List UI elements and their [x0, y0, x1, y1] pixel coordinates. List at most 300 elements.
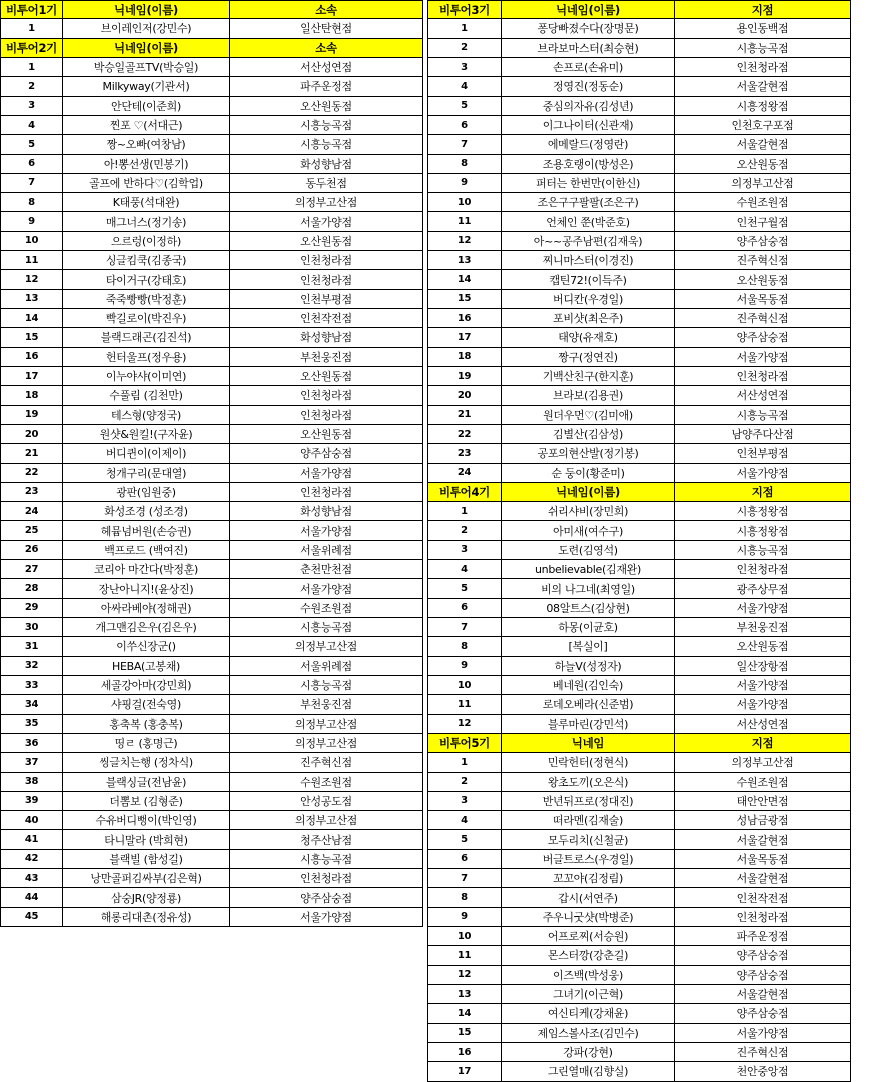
table-row: [427, 637, 851, 656]
nickname-cell: 버글트로스(우경일): [502, 850, 675, 869]
table-row: [427, 251, 851, 270]
branch-cell: 화성향남점: [230, 502, 423, 521]
branch-cell: 의정부고산점: [675, 174, 851, 193]
nickname-cell: 짱~오빠(여창남): [63, 135, 230, 154]
row-number: 23: [0, 483, 63, 502]
nickname-cell: 블랙드래곤(김진석): [63, 328, 230, 347]
branch-cell: 서울갈현점: [675, 77, 851, 96]
row-number: 9: [427, 908, 502, 927]
nickname-cell: 도련(김영석): [502, 541, 675, 560]
nickname-cell: 빡길로이(박진우): [63, 309, 230, 328]
table-row: [427, 116, 851, 135]
table-row: [0, 97, 423, 116]
row-number: 22: [0, 464, 63, 483]
row-number: 5: [0, 135, 63, 154]
nickname-cell: 베네원(김인숙): [502, 676, 675, 695]
branch-cell: 인천부평점: [675, 444, 851, 463]
row-number: 2: [427, 521, 502, 540]
table-row: [0, 637, 423, 656]
row-number: 2: [427, 773, 502, 792]
nickname-cell: 죽죽빵빵(박정훈): [63, 290, 230, 309]
row-number: 38: [0, 773, 63, 792]
nickname-cell: 하늘V(성정자): [502, 657, 675, 676]
branch-cell: 인천청라점: [675, 58, 851, 77]
branch-cell: 서울갈현점: [675, 135, 851, 154]
row-number: 36: [0, 734, 63, 753]
section-header-row: [0, 39, 423, 58]
row-number: 9: [427, 174, 502, 193]
table-row: [427, 695, 851, 714]
nickname-cell: 강파(강현): [502, 1043, 675, 1062]
table-row: [0, 386, 423, 405]
table-row: [0, 695, 423, 714]
table-row: [427, 464, 851, 483]
branch-cell: 수원조원점: [675, 773, 851, 792]
branch-cell: 의정부고산점: [230, 811, 423, 830]
nickname-cell: 블루마린(강민석): [502, 715, 675, 734]
table-row: [427, 290, 851, 309]
branch-cell: 오산원동점: [230, 367, 423, 386]
row-number: 3: [427, 792, 502, 811]
table-row: [0, 541, 423, 560]
row-number: 5: [427, 830, 502, 849]
row-number: 31: [0, 637, 63, 656]
nickname-cell: 아~~공주남편(김재욱): [502, 232, 675, 251]
table-row: [427, 309, 851, 328]
nickname-cell: 매그너스(정기송): [63, 212, 230, 231]
row-number: 39: [0, 792, 63, 811]
branch-cell: 동두천점: [230, 174, 423, 193]
table-row: [0, 348, 423, 367]
table-row: [427, 830, 851, 849]
row-number: 11: [427, 695, 502, 714]
branch-cell: 서울목동점: [675, 850, 851, 869]
branch-cell: 시흥정왕점: [675, 502, 851, 521]
branch-cell: 서울가양점: [675, 695, 851, 714]
branch-cell: 서울가양점: [675, 676, 851, 695]
nickname-cell: 원샷&원킬!(구자윤): [63, 425, 230, 444]
row-number: 28: [0, 579, 63, 598]
nickname-cell: 더뽐보 (김형준): [63, 792, 230, 811]
nickname-cell: 샤핑걸(전숙영): [63, 695, 230, 714]
table-row: [0, 328, 423, 347]
branch-cell: 부천웅진점: [675, 618, 851, 637]
row-number: 5: [427, 97, 502, 116]
table-row: [0, 19, 423, 38]
table-row: [427, 657, 851, 676]
row-number: 4: [427, 811, 502, 830]
branch-cell: 서울목동점: [675, 290, 851, 309]
nickname-cell: 헌터울프(정우용): [63, 348, 230, 367]
nickname-cell: 갑시(서연주): [502, 888, 675, 907]
row-number: 22: [427, 425, 502, 444]
table-row: [0, 773, 423, 792]
branch-cell: 인천청라점: [230, 406, 423, 425]
nickname-cell: 타니말라 (박희현): [63, 830, 230, 849]
table-row: [427, 232, 851, 251]
nickname-cell: 이누야샤(이미연): [63, 367, 230, 386]
row-number: 17: [427, 328, 502, 347]
row-number: 19: [427, 367, 502, 386]
branch-cell: 파주운정점: [230, 77, 423, 96]
branch-cell: 청주산남점: [230, 830, 423, 849]
branch-cell: 소속: [230, 0, 423, 19]
branch-cell: 일산장항점: [675, 657, 851, 676]
nickname-cell: 삼숭JR(양정룡): [63, 888, 230, 907]
branch-cell: 의정부고산점: [230, 734, 423, 753]
branch-cell: 부천웅진점: [230, 348, 423, 367]
nickname-cell: unbelievable(김재완): [502, 560, 675, 579]
nickname-cell: 중심의자유(김성년): [502, 97, 675, 116]
nickname-cell: 에메랄드(정영란): [502, 135, 675, 154]
row-number: 13: [427, 985, 502, 1004]
branch-cell: 인천작전점: [230, 309, 423, 328]
nickname-cell: 청개구리(문대열): [63, 464, 230, 483]
branch-cell: 시흥능곡점: [675, 541, 851, 560]
table-row: [427, 386, 851, 405]
table-row: [0, 830, 423, 849]
table-row: [427, 850, 851, 869]
table-row: [427, 1004, 851, 1023]
nickname-cell: 하몽(이균호): [502, 618, 675, 637]
nickname-cell: 백프로드 (백여진): [63, 541, 230, 560]
table-row: [427, 174, 851, 193]
row-number: 12: [427, 966, 502, 985]
nickname-cell: K태풍(석대완): [63, 193, 230, 212]
nickname-cell: 브라보마스터(최승현): [502, 39, 675, 58]
table-row: [0, 464, 423, 483]
table-row: [427, 792, 851, 811]
nickname-cell: 몬스터깡(강춘길): [502, 946, 675, 965]
row-number: 1: [427, 502, 502, 521]
row-number: 5: [427, 579, 502, 598]
nickname-cell: 닉네임: [502, 734, 675, 753]
section-label: 비투어5기: [427, 734, 502, 753]
branch-cell: 지점: [675, 483, 851, 502]
table-row: [427, 97, 851, 116]
branch-cell: 서울가양점: [230, 212, 423, 231]
nickname-cell: 태양(유재호): [502, 328, 675, 347]
branch-cell: 서산성연점: [675, 715, 851, 734]
row-number: 21: [0, 444, 63, 463]
nickname-cell: 박승일골프TV(박승일): [63, 58, 230, 77]
nickname-cell: 공포의현산발(정기봉): [502, 444, 675, 463]
nickname-cell: 제임스볼사조(김민수): [502, 1024, 675, 1043]
table-row: [0, 560, 423, 579]
nickname-cell: 퐁당빠졌수다(장명문): [502, 19, 675, 38]
branch-cell: 오산원동점: [675, 155, 851, 174]
table-row: [427, 579, 851, 598]
table-row: [427, 1043, 851, 1062]
branch-cell: 서산성연점: [230, 58, 423, 77]
branch-cell: 서울가양점: [675, 464, 851, 483]
branch-cell: 서울가양점: [230, 579, 423, 598]
nickname-cell: 브이레인저(강민수): [63, 19, 230, 38]
table-row: [427, 193, 851, 212]
branch-cell: 시흥능곡점: [230, 618, 423, 637]
branch-cell: 인천부평점: [230, 290, 423, 309]
branch-cell: 시흥정왕점: [675, 521, 851, 540]
row-number: 3: [0, 97, 63, 116]
table-row: [0, 811, 423, 830]
table-row: [0, 618, 423, 637]
branch-cell: 서울갈현점: [675, 830, 851, 849]
row-number: 9: [427, 657, 502, 676]
row-number: 19: [0, 406, 63, 425]
row-number: 33: [0, 676, 63, 695]
nickname-cell: 이쑤신장군(): [63, 637, 230, 656]
row-number: 20: [427, 386, 502, 405]
branch-cell: 춘천만천점: [230, 560, 423, 579]
nickname-cell: 장난아니지!(윤상진): [63, 579, 230, 598]
table-row: [0, 521, 423, 540]
table-row: [0, 483, 423, 502]
branch-cell: 안성공도점: [230, 792, 423, 811]
branch-cell: 시흥능곡점: [675, 406, 851, 425]
nickname-cell: 찐포 ♡(서대근): [63, 116, 230, 135]
row-number: 7: [427, 869, 502, 888]
nickname-cell: 반년뒤프로(정대진): [502, 792, 675, 811]
table-row: [0, 367, 423, 386]
row-number: 13: [427, 251, 502, 270]
row-number: 3: [427, 541, 502, 560]
row-number: 6: [427, 599, 502, 618]
nickname-cell: 으르렁(이정하): [63, 232, 230, 251]
nickname-cell: 조은구구팔팔(조은구): [502, 193, 675, 212]
branch-cell: 파주운정점: [675, 927, 851, 946]
branch-cell: 화성향남점: [230, 155, 423, 174]
branch-cell: 서울위례점: [230, 657, 423, 676]
branch-cell: 서울가양점: [675, 599, 851, 618]
table-row: [0, 58, 423, 77]
row-number: 15: [0, 328, 63, 347]
nickname-cell: 꼬꼬야(김정림): [502, 869, 675, 888]
row-number: 12: [0, 270, 63, 289]
branch-cell: 양주삼숭점: [675, 232, 851, 251]
branch-cell: 남양주다산점: [675, 425, 851, 444]
branch-cell: 시흥능곡점: [230, 135, 423, 154]
branch-cell: 진주혁신점: [675, 309, 851, 328]
nickname-cell: 조용호랭이(방성은): [502, 155, 675, 174]
table-row: [0, 77, 423, 96]
table-row: [427, 155, 851, 174]
section-label: 비투어4기: [427, 483, 502, 502]
nickname-cell: 브라보(김용권): [502, 386, 675, 405]
branch-cell: 양주삼숭점: [675, 946, 851, 965]
row-number: 7: [427, 618, 502, 637]
table-row: [427, 348, 851, 367]
row-number: 7: [427, 135, 502, 154]
branch-cell: 서울갈현점: [675, 985, 851, 1004]
row-number: 3: [427, 58, 502, 77]
table-row: [427, 39, 851, 58]
table-row: [427, 966, 851, 985]
branch-cell: 지점: [675, 734, 851, 753]
branch-cell: 서울위례점: [230, 541, 423, 560]
table-row: [0, 850, 423, 869]
branch-cell: 오산원동점: [230, 425, 423, 444]
row-number: 10: [0, 232, 63, 251]
branch-cell: 인천청라점: [230, 386, 423, 405]
table-row: [427, 599, 851, 618]
table-row: [427, 618, 851, 637]
row-number: 20: [0, 425, 63, 444]
nickname-cell: 모두리치(신철균): [502, 830, 675, 849]
branch-cell: 서울가양점: [675, 348, 851, 367]
row-number: 24: [427, 464, 502, 483]
branch-cell: 서산성연점: [675, 386, 851, 405]
row-number: 18: [0, 386, 63, 405]
table-row: [427, 212, 851, 231]
table-row: [0, 734, 423, 753]
nickname-cell: 버디칸(우경일): [502, 290, 675, 309]
branch-cell: 인천구월점: [675, 212, 851, 231]
row-number: 9: [0, 212, 63, 231]
nickname-cell: 민락헌터(정현식): [502, 753, 675, 772]
table-row: [427, 270, 851, 289]
section-header-row: [427, 483, 851, 502]
row-number: 43: [0, 869, 63, 888]
branch-cell: 인천청라점: [675, 908, 851, 927]
nickname-cell: 블랙싱글(전남윤): [63, 773, 230, 792]
nickname-cell: 그녀기(이근혁): [502, 985, 675, 1004]
table-row: [0, 270, 423, 289]
table-row: [0, 444, 423, 463]
branch-cell: 오산원동점: [675, 270, 851, 289]
branch-cell: 서울가양점: [230, 521, 423, 540]
nickname-cell: 떠라멘(김재술): [502, 811, 675, 830]
table-row: [427, 560, 851, 579]
nickname-cell: 이즈백(박성웅): [502, 966, 675, 985]
row-number: 11: [0, 251, 63, 270]
table-row: [0, 908, 423, 927]
table-row: [427, 135, 851, 154]
nickname-cell: 퍼터는 한번만(이한신): [502, 174, 675, 193]
branch-cell: 진주혁신점: [675, 1043, 851, 1062]
branch-cell: 시흥능곡점: [675, 39, 851, 58]
nickname-cell: 손프로(손유미): [502, 58, 675, 77]
table-row: [0, 888, 423, 907]
branch-cell: 서울가양점: [675, 1024, 851, 1043]
row-number: 11: [427, 946, 502, 965]
nickname-cell: 씽글치는행 (정차식): [63, 753, 230, 772]
table-row: [0, 502, 423, 521]
branch-cell: 일산탄현점: [230, 19, 423, 38]
nickname-cell: 싱글킴쿡(김종국): [63, 251, 230, 270]
branch-cell: 인천작전점: [675, 888, 851, 907]
row-number: 42: [0, 850, 63, 869]
row-number: 35: [0, 715, 63, 734]
nickname-cell: 블랙빌 (함성길): [63, 850, 230, 869]
row-number: 26: [0, 541, 63, 560]
nickname-cell: 닉네임(이름): [502, 483, 675, 502]
branch-cell: 인천청라점: [230, 483, 423, 502]
table-row: [0, 715, 423, 734]
nickname-cell: [복실이]: [502, 637, 675, 656]
nickname-cell: 08알트스(김상현): [502, 599, 675, 618]
branch-cell: 오산원동점: [675, 637, 851, 656]
nickname-cell: 헤뮴넘버원(손승권): [63, 521, 230, 540]
table-row: [427, 753, 851, 772]
table-row: [0, 309, 423, 328]
nickname-cell: 세골강아마(강민희): [63, 676, 230, 695]
row-number: 2: [0, 77, 63, 96]
branch-cell: 시흥능곡점: [230, 116, 423, 135]
row-number: 12: [427, 715, 502, 734]
branch-cell: 수원조원점: [230, 599, 423, 618]
table-row: [0, 174, 423, 193]
nickname-cell: 수유버디뻥이(박인영): [63, 811, 230, 830]
row-number: 44: [0, 888, 63, 907]
table-row: [0, 425, 423, 444]
nickname-cell: 원더우먼♡(김미애): [502, 406, 675, 425]
row-number: 8: [427, 155, 502, 174]
table-row: [0, 290, 423, 309]
branch-cell: 인천청라점: [230, 869, 423, 888]
table-row: [427, 521, 851, 540]
row-number: 12: [427, 232, 502, 251]
table-row: [427, 985, 851, 1004]
branch-cell: 수원조원점: [230, 773, 423, 792]
nickname-cell: HEBA(고봉채): [63, 657, 230, 676]
nickname-cell: 안단테(이준희): [63, 97, 230, 116]
section-header-row: [427, 0, 851, 19]
row-number: 40: [0, 811, 63, 830]
table-row: [427, 888, 851, 907]
nickname-cell: 띵ㄹ (홍명근): [63, 734, 230, 753]
table-row: [427, 58, 851, 77]
branch-cell: 진주혁신점: [675, 251, 851, 270]
table-row: [427, 869, 851, 888]
branch-cell: 오산원동점: [230, 97, 423, 116]
nickname-cell: 홍축복 (홍충복): [63, 715, 230, 734]
nickname-cell: 그린열매(김향실): [502, 1062, 675, 1081]
nickname-cell: 개그맨김은우(김은우): [63, 618, 230, 637]
row-number: 41: [0, 830, 63, 849]
section-label: 비투어3기: [427, 0, 502, 19]
row-number: 8: [427, 888, 502, 907]
row-number: 6: [0, 155, 63, 174]
nickname-cell: 닉네임(이름): [63, 39, 230, 58]
row-number: 1: [0, 19, 63, 38]
nickname-cell: 기백산친구(한지훈): [502, 367, 675, 386]
row-number: 14: [0, 309, 63, 328]
table-row: [427, 811, 851, 830]
nickname-cell: Milkyway(기관서): [63, 77, 230, 96]
row-number: 24: [0, 502, 63, 521]
table-row: [427, 676, 851, 695]
row-number: 10: [427, 927, 502, 946]
branch-cell: 부천웅진점: [230, 695, 423, 714]
section-label: 비투어2기: [0, 39, 63, 58]
table-row: [427, 946, 851, 965]
table-row: [427, 715, 851, 734]
nickname-cell: 순 둥이(황준미): [502, 464, 675, 483]
table-row: [427, 502, 851, 521]
table-row: [427, 367, 851, 386]
nickname-cell: 버디퀸이(이제이): [63, 444, 230, 463]
row-number: 6: [427, 116, 502, 135]
nickname-cell: 비의 나그네(최영일): [502, 579, 675, 598]
nickname-cell: 아!뽕선생(민봉기): [63, 155, 230, 174]
nickname-cell: 포비샷(최은주): [502, 309, 675, 328]
left-roster-table: [0, 0, 423, 927]
row-number: 32: [0, 657, 63, 676]
branch-cell: 의정부고산점: [230, 637, 423, 656]
table-row: [0, 599, 423, 618]
table-row: [0, 116, 423, 135]
nickname-cell: 여신티케(강채윤): [502, 1004, 675, 1023]
